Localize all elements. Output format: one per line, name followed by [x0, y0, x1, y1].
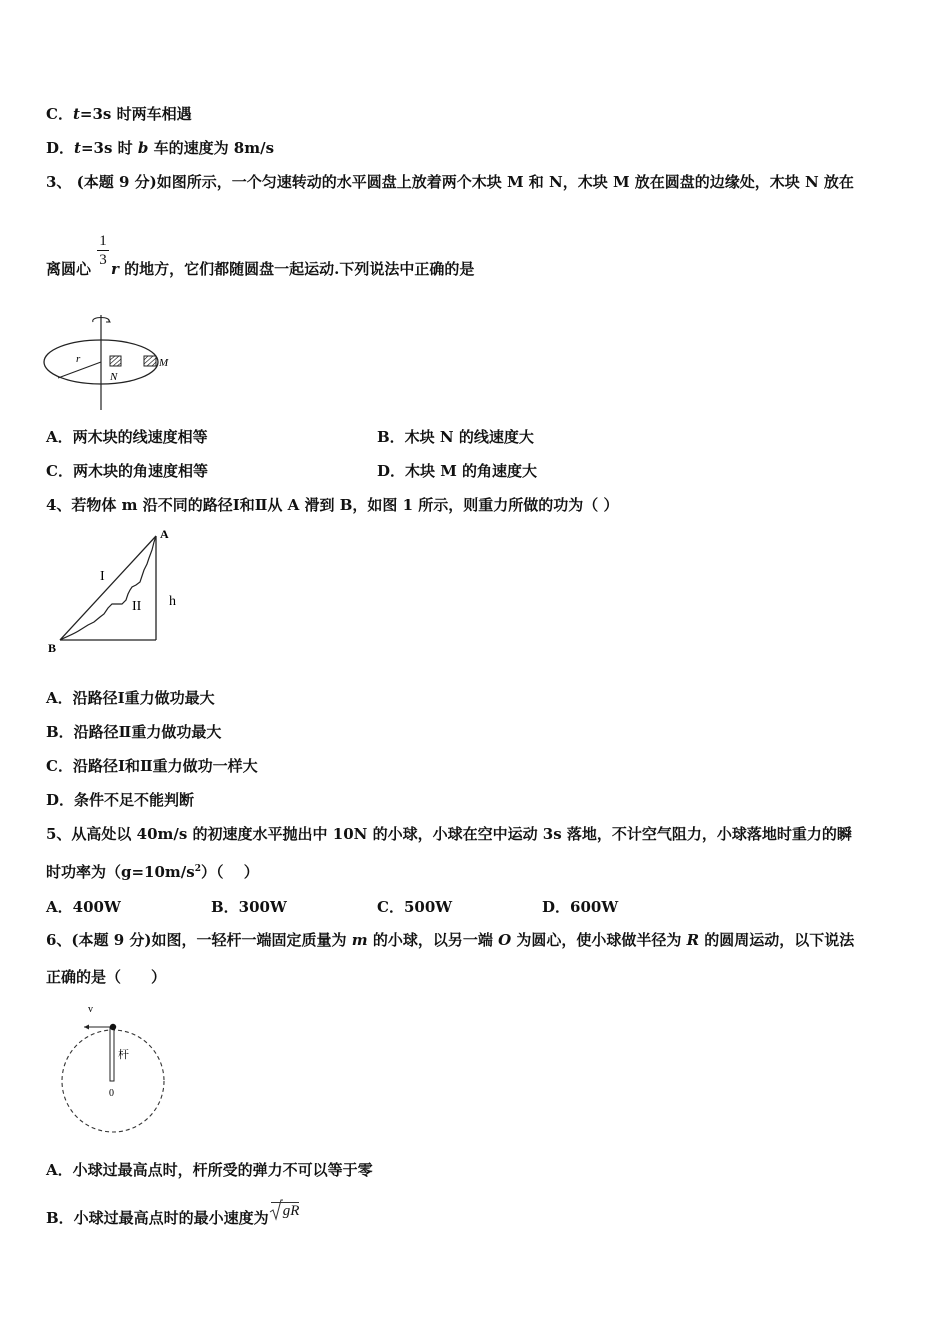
q5-stem-line1: 5、从高处以 40m/s 的初速度水平抛出中 10N 的小球，小球在空中运动 3s 落地，不计空气阻力，小球落地时重力的瞬: [46, 825, 852, 843]
q4-stem: 4、若物体 m 沿不同的路径Ⅰ和Ⅱ从 A 滑到 B，如图 1 所示，则重力所做的功为（ ）: [46, 496, 619, 514]
q3-option-d: D．木块 M 的角速度大: [377, 462, 538, 480]
q6-label-v: v: [88, 1004, 93, 1015]
q4-label-a: A: [160, 527, 169, 541]
q6-sqrt-sign-icon: [269, 1199, 283, 1221]
q3-block-m-hatch: [144, 356, 156, 366]
q5-stem-line2: 时功率为$(g=10m/s^2)$（ ）: [46, 863, 259, 881]
q6-ball: [110, 1024, 116, 1030]
q5-option-b: B．300W: [211, 898, 287, 916]
q4-option-d: D．条件不足不能判断: [46, 791, 195, 809]
q4-label-h: h: [169, 594, 176, 609]
q3-option-a: A．两木块的线速度相等: [46, 428, 208, 446]
q6-label-o: 0: [109, 1088, 114, 1099]
q6-sqrt-expression: gR: [273, 1201, 300, 1220]
q6-option-a: A．小球过最高点时，杆所受的弹力不可以等于零: [46, 1161, 373, 1179]
q6-stem-line2: 正确的是（ ）: [46, 968, 167, 986]
q4-option-b: B．沿路径Ⅱ重力做功最大: [46, 723, 222, 741]
q3-label-m: M: [159, 357, 169, 369]
q3-rotation-arrowhead-icon: [106, 319, 110, 322]
q3-block-n-hatch: [110, 356, 121, 366]
q5-option-d: D．600W: [542, 898, 619, 916]
q3-frac-den: 3: [99, 252, 107, 268]
q6-velocity-arrowhead-icon: [84, 1025, 89, 1030]
q4-label-ii: II: [132, 599, 142, 614]
q3-disc-figure: [40, 312, 180, 412]
q4-label-b: B: [48, 641, 57, 655]
q3-option-b: B．木块 N 的线速度大: [377, 428, 534, 446]
q3-label-r: r: [76, 353, 81, 365]
q4-path-figure: [44, 524, 194, 660]
q3-stem-line1: 3、 (本题 9 分)如图所示，一个匀速转动的水平圆盘上放着两个木块 M 和 N，木块 M 放在圆盘的边缘处，木块 N 放在: [46, 173, 854, 191]
q6-rod: [110, 1027, 114, 1081]
q4-option-a: A．沿路径Ⅰ重力做功最大: [46, 689, 215, 707]
q3-label-n: N: [110, 371, 118, 383]
q4-option-c: C．沿路径Ⅰ和Ⅱ重力做功一样大: [46, 757, 258, 775]
q3-block-m: [144, 356, 156, 366]
q6-label-rod: 杆: [118, 1049, 129, 1061]
q3-frac-num: 1: [99, 233, 107, 249]
q5-option-c: C．500W: [377, 898, 453, 916]
q6-stem-line1: 6、(本题 9 分)如图，一轻杆一端固定质量为 m 的小球，以另一端 O 为圆心，使小球做半径为 R 的圆周运动，以下说法: [46, 931, 855, 949]
q2-option-d: D．t=3s 时 b 车的速度为 8m/s: [46, 139, 275, 157]
q3-option-c: C．两木块的角速度相等: [46, 462, 208, 480]
q6-circle-figure: [60, 1000, 170, 1140]
q2-option-c: C．t=3s 时两车相遇: [46, 105, 192, 123]
q3-stem-line2: 离圆心 r 的地方，它们都随圆盘一起运动.下列说法中正确的是: [46, 260, 475, 278]
q6-option-b: B．小球过最高点时的最小速度为 gR: [46, 1207, 299, 1228]
q4-path-i-line: [60, 536, 156, 640]
q4-label-i: I: [100, 569, 105, 584]
q5-option-a: A．400W: [46, 898, 121, 916]
